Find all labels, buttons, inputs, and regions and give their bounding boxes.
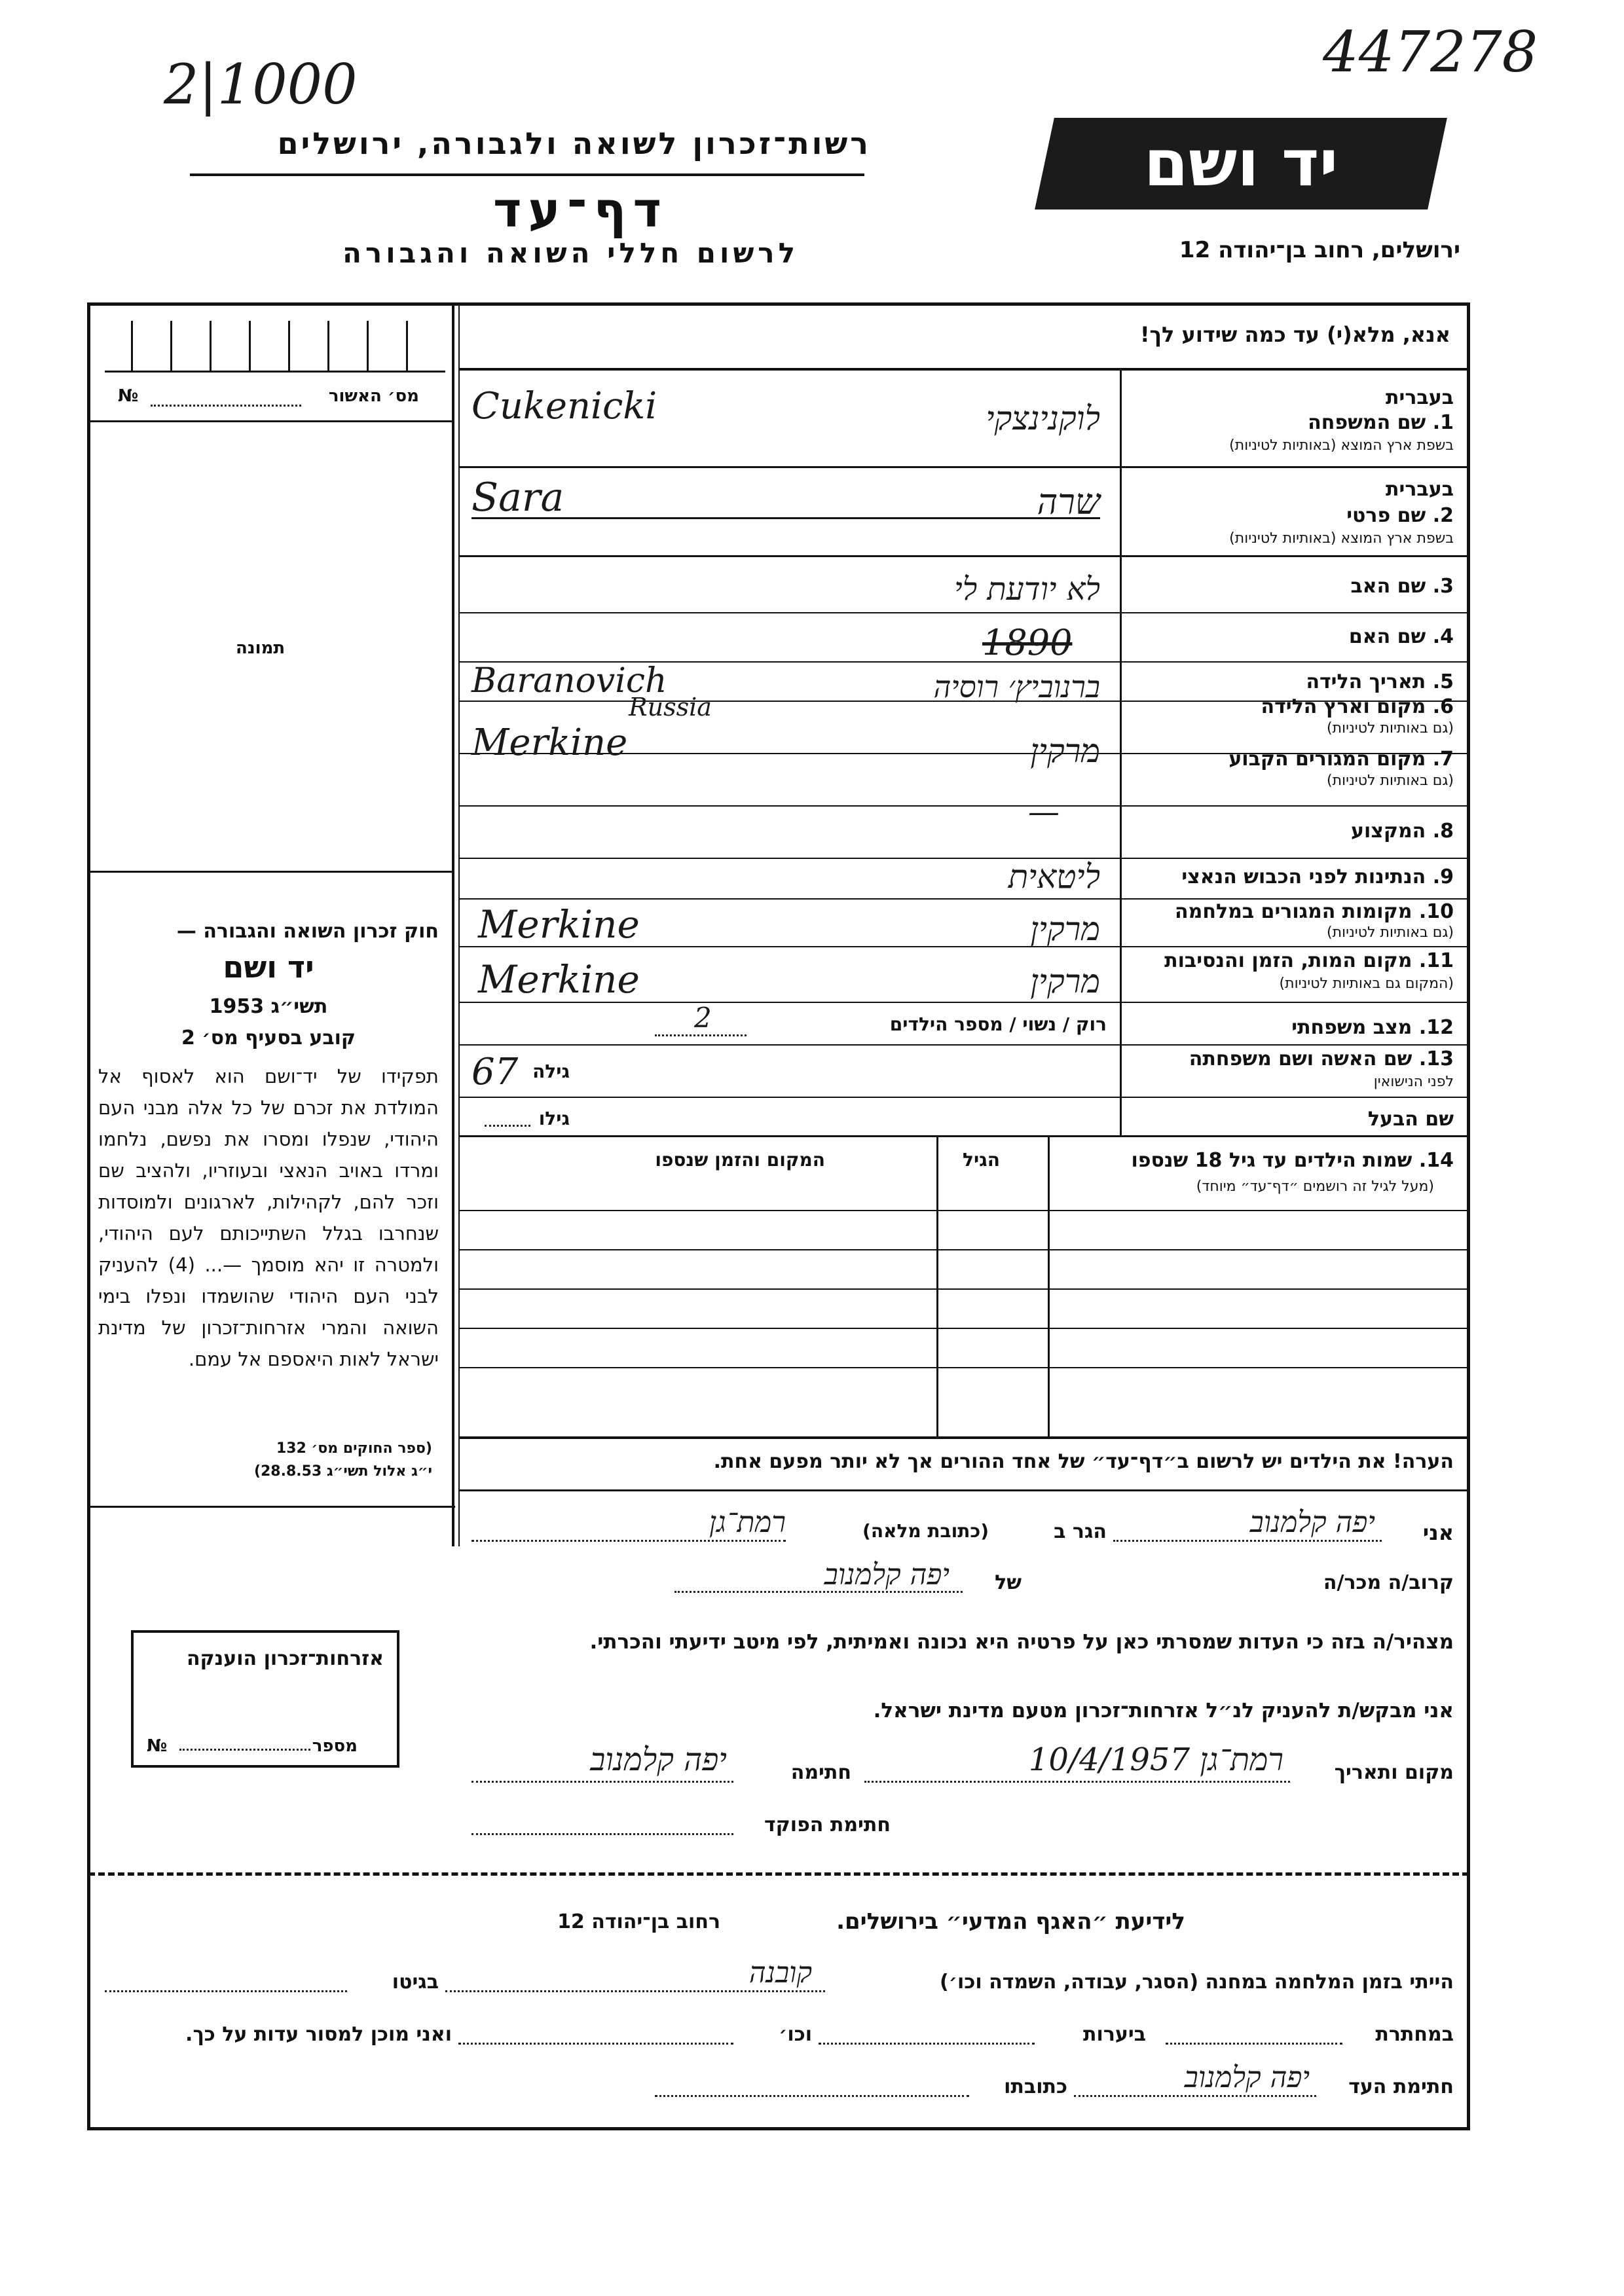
yad-vashem-logo xyxy=(1035,118,1447,210)
death-place-hebrew[interactable]: מרקין xyxy=(1030,962,1100,1000)
family-name-latin[interactable]: Cukenicki xyxy=(471,385,657,428)
place-date-label: מקום ותאריך xyxy=(1334,1761,1454,1784)
family-name-label: 1. שם המשפחה xyxy=(1308,411,1454,434)
form-subtitle: לרשום חללי השואה והגבורה xyxy=(342,237,799,269)
citizenship-label: 9. הנתינות לפני הכבוש הנאצי xyxy=(1181,866,1454,888)
children-count[interactable]: 2 xyxy=(694,1002,712,1034)
law-text: תפקידו של יד־ושם הוא לאסוף אל המולדת את זכרם של כל אלה מבני העם היהודי, שנפלו ומסרו את נפשם, נלחמו ומרדו באויב הנאצי ובעוזריו, ולהציב שם וזכר להם, לקהילות, לארגונים ולמוסדות שנחרבו בגלל השתייכותם לעם היהודי, ולמטרה זו יהא מוסמך —... (4) להעניק לבני העם היהודי שהושמדו ונפלו בימי השואה והמרי אזרחות־זכרון של מדינת ישראל לאות היאספם אל עמם. xyxy=(98,1065,439,1370)
residence-latin[interactable]: Merkine xyxy=(471,721,628,764)
wife-age-label: גילה xyxy=(532,1061,570,1082)
signature-label: חתימה xyxy=(790,1761,851,1784)
children-sub: (מעל לגיל זה רושמים ״דף־עד״ מיוחד) xyxy=(1196,1178,1434,1195)
instruction: אנא, מלא(י) עד כמה שידוע לך! xyxy=(1139,322,1450,347)
yad-vashem-address: ירושלים, רחוב בן־יהודה 12 xyxy=(1179,237,1460,263)
children-note: הערה! את הילדים יש לרשום ב״דף־עד״ של אחד ההורים אך לא יותר מפעם אחת. xyxy=(713,1450,1454,1473)
witness-signature-label: חתימת העד xyxy=(1348,2075,1454,2098)
given-name-sub: בשפת ארץ המוצא (באותיות לטיניות) xyxy=(1229,530,1454,547)
given-name-hebrew[interactable]: שרה xyxy=(1037,481,1100,522)
birth-place-latin[interactable]: Baranovich xyxy=(471,661,667,701)
of-label: של xyxy=(995,1571,1022,1594)
signature-value[interactable]: יפה קלמנוב xyxy=(590,1741,727,1778)
address-value[interactable]: רמת־גן xyxy=(709,1506,786,1539)
law-source-date: י״ג אלול תשי״ג 28.8.53) xyxy=(253,1463,432,1480)
birth-place-hebrew[interactable]: ברנוביץ׳ רוסיה xyxy=(933,669,1100,704)
logo-text: יד ושם xyxy=(1143,126,1338,201)
mother-name-label: 4. שם האם xyxy=(1348,625,1454,648)
camp-value[interactable]: קובנה xyxy=(748,1956,812,1990)
declaration-statement: מצהיר/ה בזה כי העדות שמסרתי כאן על פרטיה היא נכונה ואמיתית, לפי מיטב ידיעתי והכרתי. xyxy=(589,1630,1454,1654)
archive-reference: 2|1000 xyxy=(164,52,358,117)
underground-label: במחתרת xyxy=(1375,2023,1454,2046)
birth-date-label: 5. תאריך הלידה xyxy=(1306,670,1454,693)
declaration-request: אני מבקש/ת להעניק לנ״ל אזרחות־זכרון מטעם מדינת ישראל. xyxy=(873,1699,1454,1722)
family-name-hebrew[interactable]: לוקנינצקי xyxy=(986,399,1100,437)
death-place-sub: (המקום גם באותיות לטיניות) xyxy=(1279,975,1454,992)
wife-name-sub: לפני הנישואין xyxy=(1373,1074,1454,1090)
children-place-header: המקום והזמן שנספו xyxy=(655,1149,825,1171)
certificate-number-label: מספר xyxy=(312,1736,358,1756)
officer-signature-label: חתימת הפוקד xyxy=(764,1813,891,1836)
residence-sub: (גם באותיות לטיניות) xyxy=(1327,773,1454,789)
marital-status-label: 12. מצב משפחתי xyxy=(1291,1016,1454,1039)
wife-name-label: 13. שם האשה ושם משפחתה xyxy=(1189,1048,1454,1070)
marital-status-options: רוק / נשוי / מספר הילדים xyxy=(889,1013,1107,1035)
of-value[interactable]: יפה קלמנוב xyxy=(824,1558,950,1592)
info-title: לידיעת ״האגף המדעי״ בירושלים. xyxy=(836,1908,1185,1935)
forests-label: ביערות xyxy=(1083,2023,1146,2046)
children-label: 14. שמות הילדים עד גיל 18 שנספו xyxy=(1131,1149,1454,1172)
residing-label: הגר ב xyxy=(1054,1520,1107,1543)
given-name-latin[interactable]: Sara xyxy=(471,475,564,520)
form-title: דף־עד xyxy=(493,182,668,238)
camp-line: הייתי בזמן המלחמה במחנה (הסגר, עבודה, השמדה וכו׳) xyxy=(940,1971,1454,1994)
law-logo: יד ושם xyxy=(223,949,314,985)
law-clause: קובע בסעיף מס׳ 2 xyxy=(181,1027,356,1049)
etc-label: וכו׳ xyxy=(779,2023,812,2046)
authority-name: רשות־זכרון לשואה ולגבורה, ירושלים xyxy=(277,126,871,161)
wartime-residence-latin[interactable]: Merkine xyxy=(478,902,640,947)
birth-country-latin[interactable]: Russia xyxy=(629,693,712,721)
citizenship-value[interactable]: ליטאית xyxy=(1008,858,1100,896)
wartime-residence-label: 10. מקומות המגורים במלחמה xyxy=(1175,900,1454,923)
wartime-residence-sub: (גם באותיות לטיניות) xyxy=(1327,924,1454,941)
approval-label: מס׳ האשור xyxy=(328,386,419,406)
witness-address-label: כתובתו xyxy=(1004,2075,1067,2098)
info-address: רחוב בן־יהודה 12 xyxy=(557,1910,720,1933)
approval-no: № xyxy=(118,386,139,406)
separator xyxy=(88,1872,1469,1876)
husband-name-label: שם הבעל xyxy=(1367,1108,1454,1131)
declarant-name[interactable]: יפה קלמנוב xyxy=(1249,1506,1375,1539)
birth-year-value[interactable]: 1890 xyxy=(982,622,1073,663)
wartime-residence-hebrew[interactable]: מרקין xyxy=(1030,910,1100,948)
birth-place-sub: (גם באותיות לטיניות) xyxy=(1327,720,1454,737)
declarant-label: אני xyxy=(1422,1520,1454,1545)
residence-hebrew[interactable]: מרקין xyxy=(1030,732,1100,770)
family-name-sub: בשפת ארץ המוצא (באותיות לטיניות) xyxy=(1229,437,1454,454)
husband-age-label: גילו xyxy=(538,1108,570,1129)
certificate-title: אזרחות־זכרון הוענקה xyxy=(186,1647,384,1670)
ghetto-label: בגיטו xyxy=(392,1971,439,1994)
place-date-value[interactable]: רמת־גן 10/4/1957 xyxy=(1028,1741,1283,1778)
document-number: 447278 xyxy=(1323,20,1538,85)
law-year: תשי״ג 1953 xyxy=(209,995,328,1018)
profession-label: 8. המקצוע xyxy=(1351,820,1454,843)
given-name-label: 2. שם פרטי xyxy=(1346,504,1454,527)
address-label: (כתובת מלאה) xyxy=(862,1520,989,1542)
children-age-header: הגיל xyxy=(963,1149,1000,1171)
father-name-label: 3. שם האב xyxy=(1350,575,1454,598)
death-place-label: 11. מקום המות, הזמן והנסיבות xyxy=(1164,949,1454,972)
death-place-latin[interactable]: Merkine xyxy=(478,957,640,1002)
in-hebrew-2: בעברית xyxy=(1386,478,1454,501)
certificate-box xyxy=(131,1630,399,1768)
profession-value[interactable]: — xyxy=(1028,793,1060,830)
birth-place-label: 6. מקום וארץ הלידה xyxy=(1261,695,1454,718)
law-source: (ספר החוקים מס׳ 132 xyxy=(276,1440,432,1457)
in-hebrew-1: בעברית xyxy=(1386,386,1454,409)
law-title: חוק זכרון השואה והגבורה — xyxy=(176,920,439,943)
wife-age-value[interactable]: 67 xyxy=(471,1051,519,1093)
father-name-value[interactable]: לא יודעת לי xyxy=(954,571,1100,608)
photo-label: תמונה xyxy=(236,638,286,658)
willing-statement: ואני מוכן למסור עדות על כך. xyxy=(185,2023,452,2046)
certificate-no-symbol: № xyxy=(147,1736,168,1756)
residence-label: 7. מקום המגורים הקבוע xyxy=(1228,748,1454,771)
approval-tally xyxy=(105,314,445,373)
relation-label: קרוב/ה מכר/ה xyxy=(1323,1571,1454,1594)
witness-signature-value[interactable]: יפה קלמנוב xyxy=(1184,2061,1310,2094)
